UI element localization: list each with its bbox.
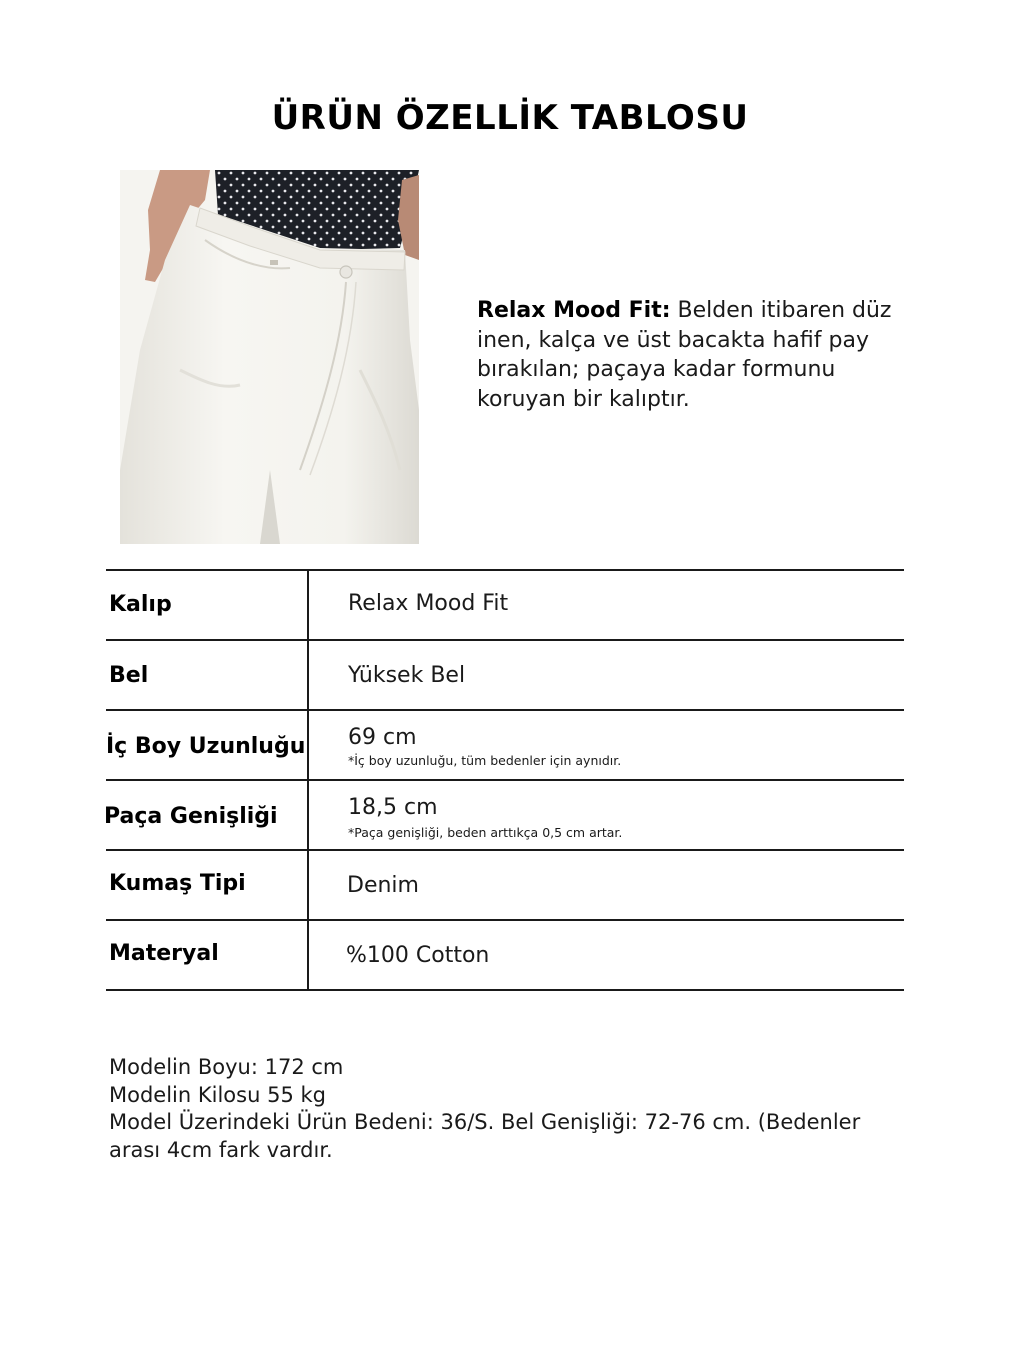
spec-value: %100 Cotton xyxy=(346,943,490,968)
model-info xyxy=(109,1054,909,1164)
spec-key: Paça Genişliği xyxy=(104,804,278,829)
fit-label: Relax Mood Fit: xyxy=(477,298,671,323)
spec-row-bel xyxy=(106,641,904,711)
column-divider xyxy=(307,921,309,989)
spec-key: İç Boy Uzunluğu xyxy=(106,734,306,759)
column-divider xyxy=(307,641,309,709)
column-divider xyxy=(307,571,309,639)
spec-key: Bel xyxy=(109,663,149,688)
spec-row-materyal xyxy=(106,921,904,991)
spec-value: Relax Mood Fit xyxy=(348,591,509,616)
fit-description xyxy=(477,296,917,414)
spec-row-ic-boy xyxy=(106,711,904,781)
spec-value: 18,5 cm xyxy=(348,795,438,820)
column-divider xyxy=(307,711,309,779)
spec-value: Yüksek Bel xyxy=(348,663,466,688)
spec-key: Materyal xyxy=(109,941,219,966)
column-divider xyxy=(307,851,309,919)
spec-row-paca xyxy=(106,781,904,851)
spec-key: Kumaş Tipi xyxy=(109,871,246,896)
spec-key: Kalıp xyxy=(109,592,172,617)
spec-value: 69 cm xyxy=(348,725,417,750)
model-weight: Modelin Kilosu 55 kg xyxy=(109,1082,326,1107)
fit-text: Belden itibaren düz inen, kalça ve üst bacakta hafif pay bırakılan; paçaya kadar formunu koruyan bir kalıptır. xyxy=(477,298,892,412)
column-divider xyxy=(307,781,309,849)
spec-value: Denim xyxy=(347,873,419,898)
product-photo xyxy=(120,170,419,544)
page-title: ÜRÜN ÖZELLİK TABLOSU xyxy=(271,98,749,138)
spec-row-kumas xyxy=(106,851,904,921)
model-height: Modelin Boyu: 172 cm xyxy=(109,1055,344,1079)
spec-table xyxy=(106,569,904,991)
spec-row-kalip xyxy=(106,571,904,641)
spec-note: *İç boy uzunluğu, tüm bedenler için aynıdır. xyxy=(348,753,622,768)
model-size: Model Üzerindeki Ürün Bedeni: 36/S. Bel Genişliği: 72-76 cm. (Bedenler arası 4cm fark vardır. xyxy=(109,1110,861,1162)
spec-note: *Paça genişliği, beden arttıkça 0,5 cm artar. xyxy=(348,825,623,840)
